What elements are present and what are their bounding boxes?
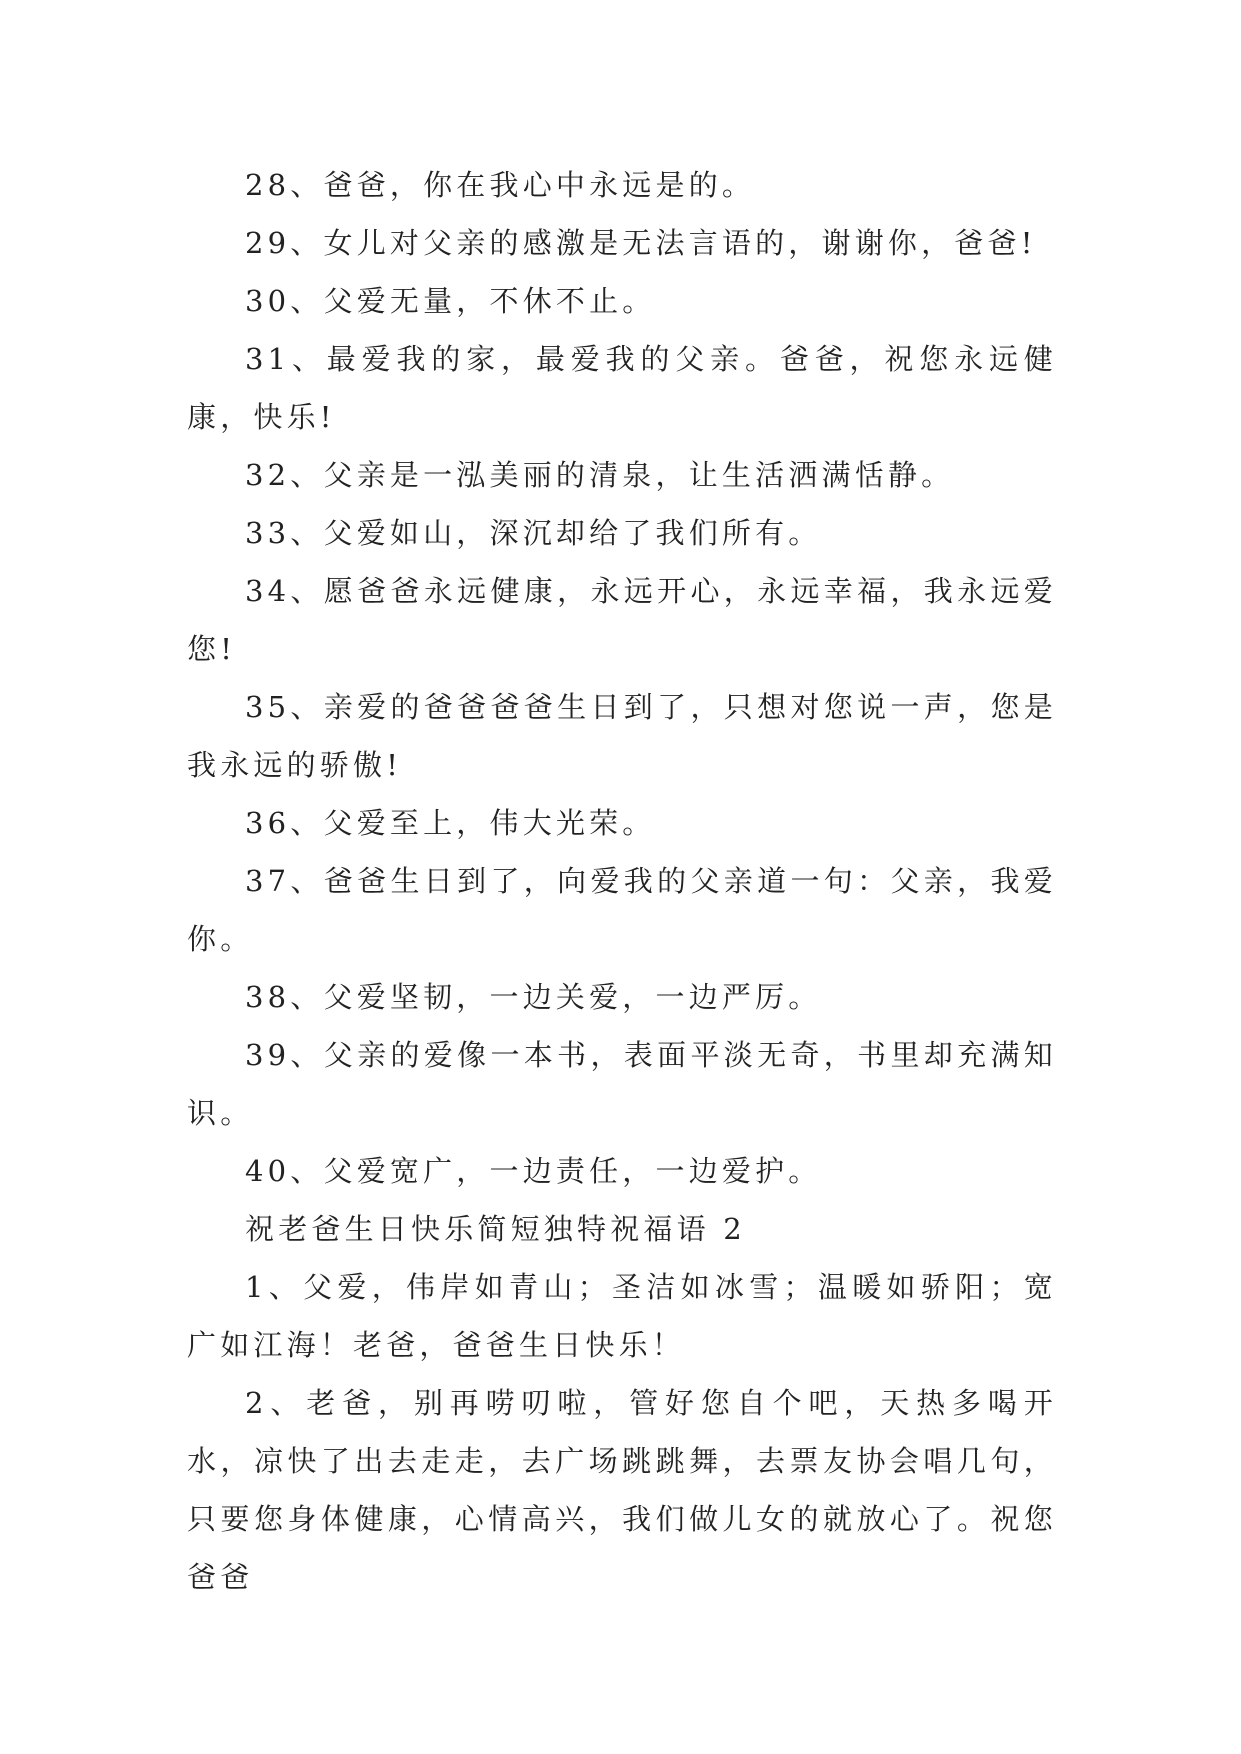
paragraph-30: 30、父爱无量，不休不止。 — [245, 284, 656, 318]
paragraph-2: 2、老爸，别再唠叨啦，管好您自个吧，天热多喝开水，凉快了出去走走，去广场跳跳舞，去票友协会唱几句，只要您身体健康，心情高兴，我们做儿女的就放心了。祝您爸爸 — [187, 1386, 1057, 1594]
paragraph-29: 29、女儿对父亲的感激是无法言语的，谢谢你，爸爸! — [245, 226, 1037, 260]
paragraph-37: 37、爸爸生日到了，向爱我的父亲道一句：父亲，我爱你。 — [187, 864, 1057, 956]
paragraph-28: 28、爸爸，你在我心中永远是的。 — [245, 168, 756, 202]
paragraph-1: 1、父爱，伟岸如青山；圣洁如冰雪；温暖如骄阳；宽广如江海！老爸，爸爸生日快乐！ — [187, 1270, 1057, 1362]
paragraph-31: 31、最爱我的家，最爱我的父亲。爸爸，祝您永远健康，快乐! — [187, 342, 1057, 434]
paragraph-38: 38、父爱坚韧，一边关爱，一边严厉。 — [245, 980, 822, 1014]
paragraph-34: 34、愿爸爸永远健康，永远开心，永远幸福，我永远爱您! — [187, 574, 1057, 666]
section-heading: 祝老爸生日快乐简短独特祝福语 2 — [245, 1212, 746, 1246]
paragraph-35: 35、亲爱的爸爸爸爸生日到了，只想对您说一声，您是我永远的骄傲! — [187, 690, 1057, 782]
paragraph-36: 36、父爱至上，伟大光荣。 — [245, 806, 656, 840]
paragraph-39: 39、父亲的爱像一本书，表面平淡无奇，书里却充满知识。 — [187, 1038, 1057, 1130]
paragraph-33: 33、父爱如山，深沉却给了我们所有。 — [245, 516, 822, 550]
paragraph-32: 32、父亲是一泓美丽的清泉，让生活洒满恬静。 — [245, 458, 955, 492]
document-body — [187, 156, 1057, 1606]
paragraph-40: 40、父爱宽广，一边责任，一边爱护。 — [245, 1154, 822, 1188]
